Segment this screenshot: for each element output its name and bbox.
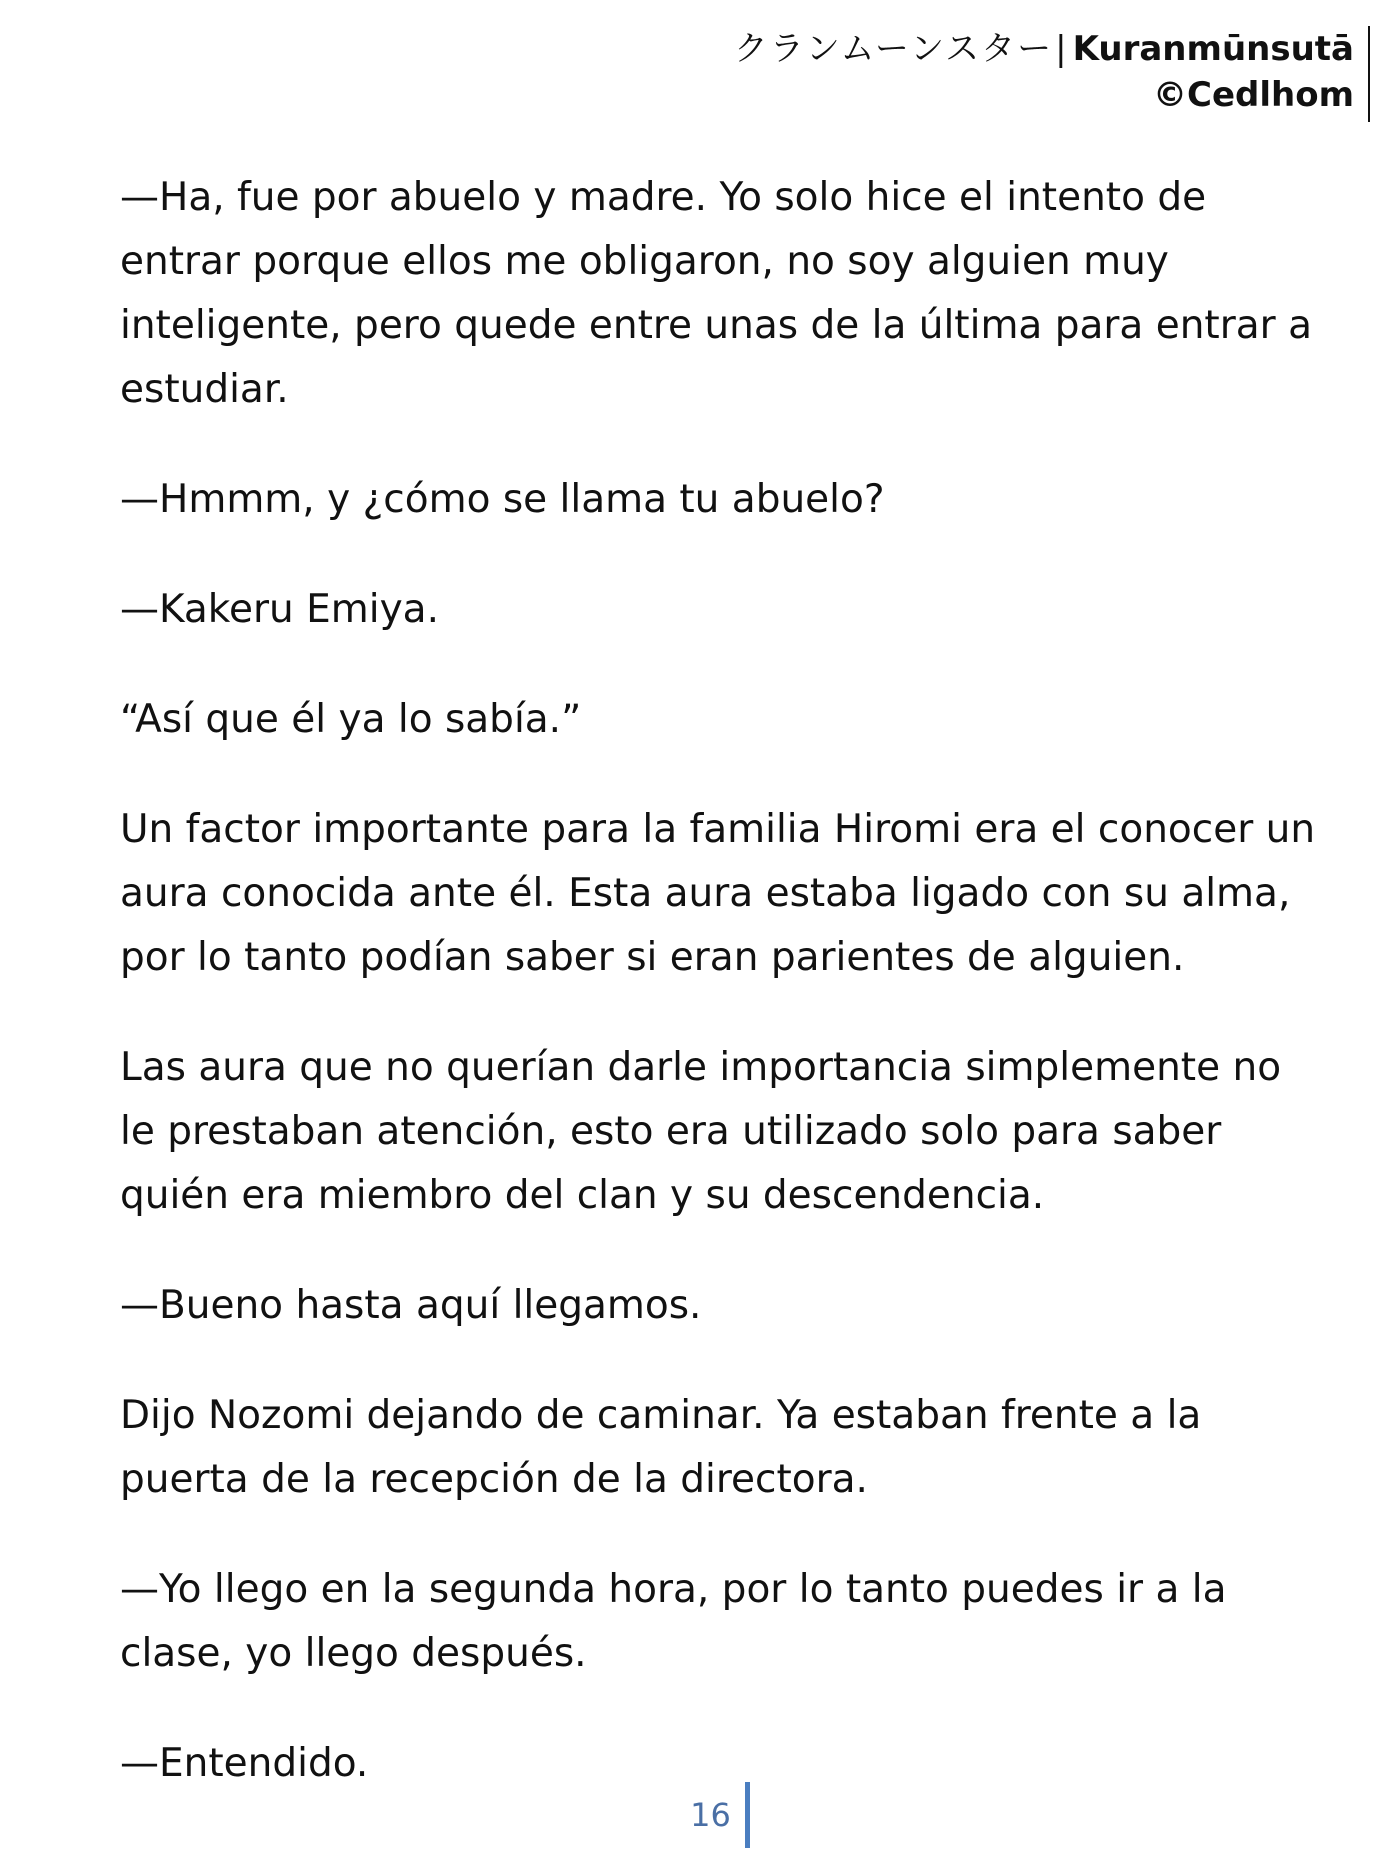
- page-number-rule: [745, 1782, 750, 1848]
- paragraph-10: —Entendido.: [120, 1741, 369, 1786]
- paragraph-4: “Así que él ya lo sabía.”: [120, 697, 582, 742]
- paragraph-5: Un factor importante para la familia Hiromi era el conocer un aura conocida ante él. Esta aura estaba ligado con su alma, por lo tanto podían saber si eran parientes de alguien.: [120, 807, 1316, 980]
- page-footer: [0, 1782, 1400, 1848]
- page-header: [734, 26, 1370, 122]
- header-separator: |: [1055, 29, 1067, 69]
- japanese-title: クランムーンスター: [733, 29, 1054, 69]
- paragraph-7: —Bueno hasta aquí llegamos.: [120, 1283, 702, 1328]
- paragraph-9: —Yo llego en la segunda hora, por lo tanto puedes ir a la clase, yo llego después.: [120, 1567, 1227, 1676]
- footer-inner: [690, 1782, 750, 1848]
- romanized-title: Kuranmūnsutā: [1072, 29, 1354, 69]
- header-text: [734, 26, 1368, 118]
- body-text: [120, 166, 1320, 1842]
- page-number: 16: [690, 1796, 731, 1834]
- header-vertical-rule: [1368, 26, 1370, 122]
- paragraph-1: —Ha, fue por abuelo y madre. Yo solo hice el intento de entrar porque ellos me obligaron, no soy alguien muy inteligente, pero quede entre unas de la última para entrar a estudiar.: [120, 175, 1312, 412]
- paragraph-6: Las aura que no querían darle importancia simplemente no le prestaban atención, esto era utilizado solo para saber quién era miembro del clan y su descendencia.: [120, 1045, 1282, 1218]
- paragraph-3: —Kakeru Emiya.: [120, 587, 439, 632]
- header-title-line: [734, 26, 1354, 72]
- copyright-notice: ©Cedlhom: [1153, 75, 1354, 115]
- paragraph-8: Dijo Nozomi dejando de caminar. Ya estaban frente a la puerta de la recepción de la directora.: [120, 1393, 1202, 1502]
- paragraph-2: —Hmmm, y ¿cómo se llama tu abuelo?: [120, 477, 885, 522]
